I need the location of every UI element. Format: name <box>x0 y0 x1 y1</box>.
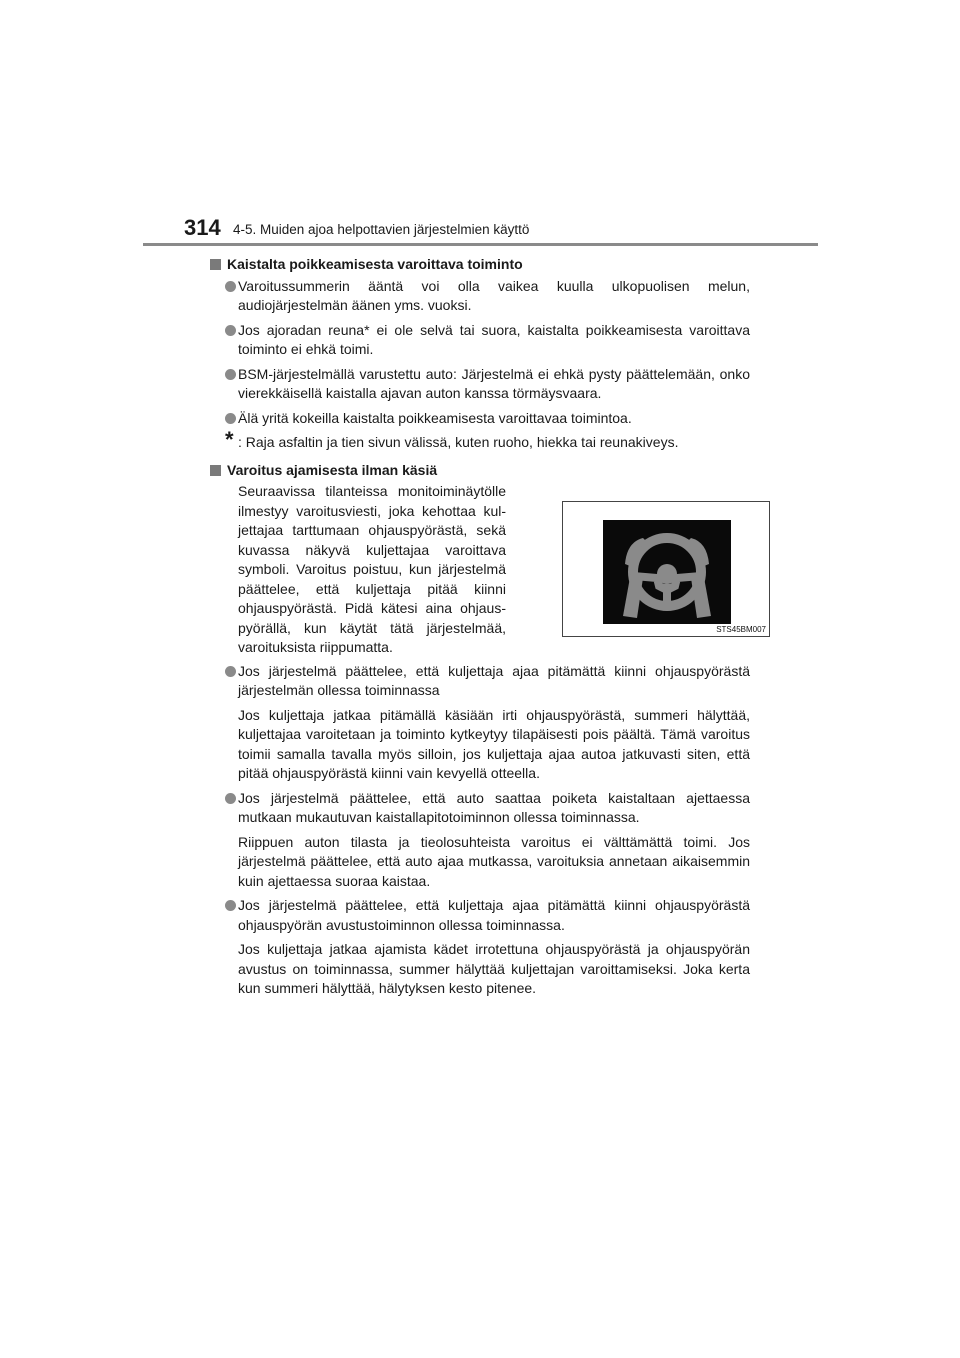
list-item-text: Älä yritä kokeilla kaistalta poikkeamisesta varoittavaa toimintoa. <box>238 409 632 426</box>
circle-bullet-icon <box>225 413 236 424</box>
footnote-text: : Raja asfaltin ja tien sivun välissä, kuten ruoho, hiekka tai reunakiveys. <box>238 434 679 450</box>
list-item-detail: Jos kuljettaja jatkaa pitämällä käsiään irti ohjauspyörästä, summeri hälyttää, kuljettajaa varoitetaan ja toiminto kytkeytyy tilapäisesti pois päältä. Tämä varoitus toimii samalla tavalla myös silloin, jos kuljettaja ajaa autoa jatkuvasti siten, että pitää ohjauspyörästä kiinni vain kevyellä otteella. <box>238 706 750 781</box>
footnote-mark: * <box>225 427 234 452</box>
section-heading-text: Varoitus ajamisesta ilman käsiä <box>227 461 438 478</box>
section-heading-lane-departure <box>210 255 750 275</box>
chapter-title: 4-5. Muiden ajoa helpottavien järjestelmien käyttö <box>233 222 530 237</box>
list-item <box>210 896 750 935</box>
list-item-text: Jos järjestelmä päättelee, että kuljettaja ajaa pitämättä kiinni ohjauspyörästä ohjauspyörän avustustoiminnon ollessa toiminnassa. <box>238 897 750 933</box>
square-bullet-icon <box>210 259 221 270</box>
intro-text: Seuraavissa tilanteissa monitoiminäytölle ilmestyy varoitusviesti, joka kehottaa kul-jettajaa tarttumaan ohjauspyörästä, sekä kuvassa näkyvä kuljettajaa varoittava symboli. Varoitus poistuu, kun järjestelmä päättelee, että kuljettaja pitää kiinni ohjauspyörästä. Pidä kätesi aina ohjaus-pyörällä, kun käytät tätä järjestelmää, varoituksista riippumatta. <box>238 483 506 655</box>
intro-with-figure <box>210 482 766 658</box>
list-item-text: Jos järjestelmä päättelee, että auto saattaa poiketa kaistaltaan ajettaessa mutkaan mukautuvan kaistallapitotoiminnon ollessa toiminnassa. <box>238 789 750 825</box>
list-item-text: Jos ajoradan reuna* ei ole selvä tai suora, kaistalta poikkeamisesta varoittava toiminto ei ehkä toimi. <box>238 321 750 357</box>
footnote <box>210 427 750 453</box>
figure-code: STS45BM007 <box>716 625 766 634</box>
circle-bullet-icon <box>225 666 236 677</box>
circle-bullet-icon <box>225 369 236 380</box>
warning-figure <box>562 501 770 637</box>
list-item <box>210 277 750 316</box>
circle-bullet-icon <box>225 900 236 911</box>
page-number: 314 <box>184 215 221 240</box>
circle-bullet-icon <box>225 281 236 292</box>
page-content <box>210 255 766 1004</box>
section-heading-text: Kaistalta poikkeamisesta varoittava toiminto <box>227 256 523 272</box>
list-item-text: Jos järjestelmä päättelee, että kuljettaja ajaa pitämättä kiinni ohjauspyörästä järjestelmän ollessa toiminnassa <box>238 662 750 698</box>
list-item <box>210 409 750 429</box>
list-item <box>210 321 750 360</box>
square-bullet-icon <box>210 465 221 476</box>
list-item-text: BSM-järjestelmällä varustettu auto: Järjestelmä ei ehkä pysty päättelemään, onko vierekkäisellä kaistalla ajavan auton kanssa törmäysvaara. <box>238 365 750 401</box>
list-item <box>210 789 750 828</box>
list-item-detail: Jos kuljettaja jatkaa ajamista kädet irrotettuna ohjauspyörästä ja ohjauspyörän avustus on toiminnassa, summer hälyttää kuljettajan varoittamiseksi. Joka kerta kun summeri hälyttää, hälytyksen kesto pitenee. <box>238 941 750 996</box>
list-item <box>210 365 750 404</box>
header-divider <box>143 243 818 246</box>
section-heading-hands-off <box>210 461 750 481</box>
list-item-detail: Riippuen auton tilasta ja tieolosuhteista varoitus ei välttämättä toimi. Jos järjestelmä päättelee, että auto ajaa mutkassa, varoituksia annetaan aikaisemmin kuin ajettaessa suoraa kaistaa. <box>238 833 750 889</box>
circle-bullet-icon <box>225 793 236 804</box>
hands-on-wheel-warning-icon <box>603 520 731 624</box>
list-item-text: Varoitussummerin ääntä voi olla vaikea kuulla ulkopuolisen melun, audiojärjestelmän äänen yms. vuoksi. <box>238 277 750 313</box>
circle-bullet-icon <box>225 325 236 336</box>
list-item <box>210 662 750 701</box>
